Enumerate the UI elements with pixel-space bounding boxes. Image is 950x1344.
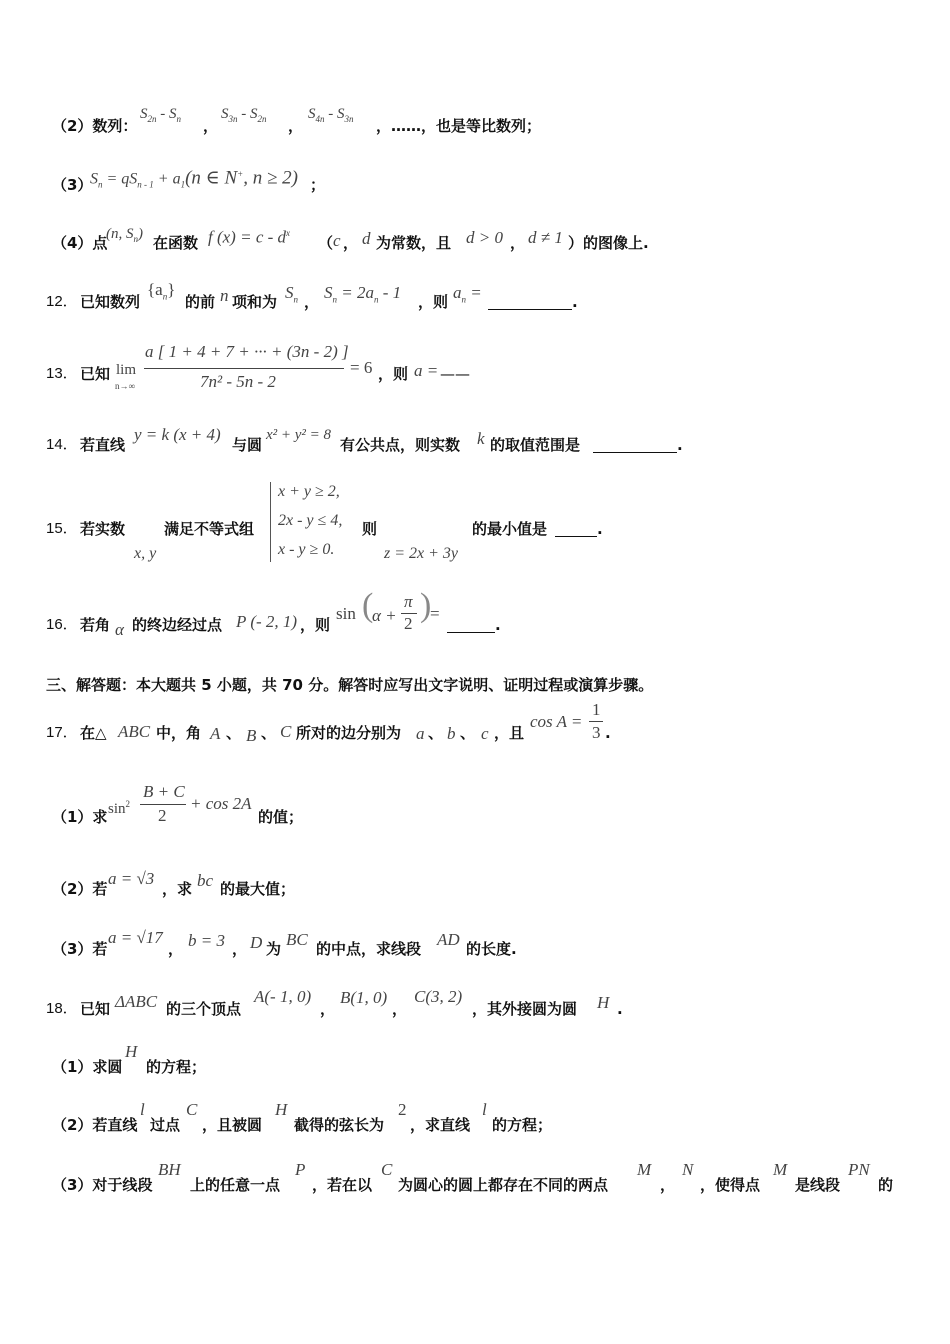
math-point-p: P (- 2, 1) (236, 612, 298, 631)
question-17-1 (0, 778, 950, 828)
semicolon: ； (310, 176, 326, 194)
math-function: f $(x) = c - d^x$ (208, 227, 291, 247)
text: 的三个顶点 (166, 1000, 242, 1018)
math-l: l (482, 1100, 487, 1119)
text: ， (392, 1000, 408, 1018)
line-11-2 (0, 100, 950, 140)
math-two: 2 (398, 1100, 407, 1119)
math-M: M (637, 1160, 652, 1179)
text: ，若在以 (312, 1176, 373, 1194)
text: 的长度. (466, 940, 517, 958)
text: 的方程； (146, 1058, 207, 1076)
question-13 (0, 336, 950, 396)
item-label: （4）点 (52, 234, 108, 252)
text: 若实数 (80, 520, 126, 538)
math-P: P (295, 1160, 306, 1179)
question-number: 14． (46, 436, 78, 453)
system-brace (270, 482, 275, 562)
text: ，求直线 (410, 1116, 471, 1134)
math-PN: PN (848, 1160, 870, 1179)
text: 的值； (258, 808, 304, 826)
text: 的最小值是 (472, 520, 548, 538)
text: 已知 (80, 365, 111, 383)
text: 、 (226, 724, 242, 742)
text: 的 (878, 1176, 894, 1194)
text: 截得的弦长为 (294, 1116, 385, 1134)
math-recurrence: $S_n = qS_{n - 1} + a_1(n$ ∈ N+, n ≥ 2) (90, 167, 299, 190)
text: ， (304, 293, 320, 311)
text: ， (660, 1176, 676, 1194)
text: 为 (266, 940, 282, 958)
math-s4n-s3n: $S_{4n} - S_{3n}$ (308, 106, 354, 124)
item-label: （1）求 (52, 808, 108, 826)
text: 若角 (80, 616, 111, 634)
text: 在△ (80, 724, 107, 742)
text: ，则 (300, 616, 331, 634)
text: ，其外接圆为圆 (472, 1000, 578, 1018)
text: ， (168, 940, 184, 958)
math-one: 1 (592, 700, 601, 719)
period: . (597, 520, 603, 538)
math-xy: x, y (134, 545, 157, 562)
math-a-eq: a = (414, 361, 439, 380)
question-number: 13． (46, 365, 78, 382)
math-plus-cos: + cos 2A (190, 794, 252, 813)
text: 的最大值； (220, 880, 296, 898)
text: 已知数列 (80, 293, 141, 311)
math-cos: cos A = (530, 712, 583, 731)
text: ，使得点 (700, 1176, 761, 1194)
math-denominator: 7n² - 5n - 2 (200, 372, 276, 391)
question-number: 12． (46, 293, 78, 310)
text: 上的任意一点 (190, 1176, 281, 1194)
item-label: （2）若直线 (52, 1116, 138, 1134)
math-lim-sub: n→∞ (115, 381, 135, 391)
math-c: c (333, 231, 341, 250)
answer-blank[interactable] (593, 436, 677, 453)
text: ，求 (162, 880, 193, 898)
math-z: z = 2x + 3y (384, 545, 459, 562)
math-lim: lim (116, 362, 137, 378)
section-title: 三、解答题：本大题共 5 小题，共 70 分。解答时应写出文字说明、证明过程或演算步骤。 (46, 676, 654, 694)
answer-blank[interactable] (447, 616, 495, 633)
math-abc: ABC (118, 722, 151, 741)
text: ，则 (378, 365, 409, 383)
math-b: b (447, 724, 456, 743)
constraint-2: 2x - y ≤ 4, (278, 512, 343, 529)
question-number: 18． (46, 1000, 78, 1017)
question-15 (0, 476, 950, 576)
question-16 (0, 587, 950, 640)
math-N: N (682, 1160, 694, 1179)
math-c: c (481, 724, 489, 743)
math-BH: BH (158, 1160, 181, 1179)
text: ， (232, 940, 248, 958)
question-18 (0, 984, 950, 1024)
text: 则 (362, 520, 378, 538)
math-numerator: a [ 1 + 4 + 7 + ··· + (3n - 2) ] (145, 342, 349, 361)
math-vertex-c: C(3, 2) (414, 987, 463, 1006)
answer-blank[interactable] (555, 520, 597, 537)
math-eq6: = 6 (350, 358, 373, 377)
math-BC: BC (286, 930, 308, 949)
line-11-4 (0, 222, 950, 262)
text: ）的图像上. (568, 234, 649, 252)
text: 为圆心的圆上都存在不同的两点 (398, 1176, 609, 1194)
paren-close: ) (420, 587, 432, 624)
text: 已知 (80, 1000, 111, 1018)
math-point: (n, $S_n$) (106, 226, 143, 244)
text: 、 (460, 724, 476, 742)
answer-blank[interactable] (488, 293, 572, 310)
comma: ， (288, 117, 304, 135)
text: 的前 (185, 293, 216, 311)
text: 是线段 (795, 1176, 841, 1194)
math-circle: x² + y² = 8 (266, 427, 332, 443)
math-sn: $S_n$ (285, 283, 298, 305)
text: 过点 (150, 1116, 181, 1134)
text: 有公共点，则实数 (340, 436, 461, 454)
text: （ (318, 234, 334, 252)
text: 在函数 (153, 234, 199, 252)
math-C: C (381, 1160, 393, 1179)
math-bc: bc (197, 871, 214, 890)
math-d: d (362, 229, 371, 248)
item-label: （1）求圆 (52, 1058, 123, 1076)
math-sin-sq: $\sin^2$ (108, 799, 131, 817)
math-n: n (220, 286, 229, 305)
text: ，且 (494, 724, 525, 742)
text: 的中点，求线段 (316, 940, 422, 958)
period: . (495, 616, 501, 634)
math-k: k (477, 429, 485, 448)
question-17-3 (0, 924, 950, 964)
math-vertex-b: B(1, 0) (340, 988, 388, 1007)
fraction-bar (144, 368, 344, 369)
question-14 (0, 420, 950, 460)
question-17-2 (0, 864, 950, 904)
paren-open: ( (362, 587, 374, 624)
question-17 (0, 700, 950, 750)
math-bc-num: B + C (143, 782, 185, 801)
math-A: A (210, 724, 221, 743)
question-number: 15． (46, 520, 78, 537)
question-number: 16． (46, 616, 78, 633)
text: 项和为 (232, 293, 278, 311)
fraction-bar (140, 804, 186, 805)
math-a: a (416, 724, 425, 743)
question-12 (0, 280, 950, 320)
text: 若直线 (80, 436, 126, 454)
math-H: H (125, 1042, 138, 1061)
constraint-3: x - y ≥ 0. (278, 541, 335, 558)
text: ， (510, 234, 526, 252)
math-D: D (250, 933, 263, 952)
question-number: 17． (46, 724, 78, 741)
comma: ， (203, 117, 219, 135)
period: . (617, 1000, 623, 1018)
math-AD: AD (437, 930, 460, 949)
math-sn-eq: $S_n = 2a_n - 1$ (324, 283, 402, 305)
text: ，则 (418, 293, 449, 311)
math-sequence: $\{a_n\}$ (147, 280, 176, 302)
math-C: C (186, 1100, 198, 1119)
item-label: （3）对于线段 (52, 1176, 153, 1194)
period: . (677, 436, 683, 454)
math-d-positive: d > 0 (466, 228, 503, 247)
math-eq: = (430, 604, 440, 623)
math-alpha: α (115, 620, 124, 639)
math-b-eq: b = 3 (188, 931, 225, 950)
text: ，且被圆 (202, 1116, 263, 1134)
math-an: $a_n$ = (453, 283, 482, 305)
math-a-sqrt3: a = √3 (108, 869, 155, 888)
math-s2n-sn: $S_{2n} - S_n$ (140, 106, 181, 124)
question-18-1 (0, 1042, 950, 1082)
math-C: C (280, 722, 292, 741)
text: 与圆 (232, 436, 263, 454)
constraint-1: x + y ≥ 2, (278, 483, 340, 500)
text: 的终边经过点 (132, 616, 223, 634)
text: 满足不等式组 (164, 520, 255, 538)
math-vertex-a: A(- 1, 0) (254, 987, 312, 1006)
text: 为常数，且 (376, 234, 452, 252)
text: 、 (261, 724, 277, 742)
math-H: H (275, 1100, 288, 1119)
text: 中，角 (156, 724, 202, 742)
item-label: （3） (52, 176, 93, 194)
math-H: H (597, 993, 610, 1012)
question-18-2 (0, 1100, 950, 1140)
item-label: （2）数列： (52, 117, 138, 135)
math-triangle: ΔABC (115, 992, 158, 1011)
period: . (572, 293, 578, 311)
math-B: B (246, 726, 257, 745)
text: ， (320, 1000, 336, 1018)
text: ， (343, 234, 359, 252)
math-s3n-s2n: $S_{3n} - S_{2n}$ (221, 106, 267, 124)
question-18-3 (0, 1160, 950, 1200)
math-alpha-plus: α + (372, 606, 397, 625)
math-M: M (773, 1160, 788, 1179)
line-tail: ，……，也是等比数列； (376, 117, 542, 135)
text: 、 (428, 724, 444, 742)
math-two: 2 (404, 614, 413, 633)
math-line: y = k (x + 4) (134, 425, 221, 444)
fraction-bar (589, 721, 603, 722)
answer-dash: —— (440, 365, 470, 383)
text: 的取值范围是 (490, 436, 581, 454)
math-two-den: 2 (158, 806, 167, 825)
math-pi: π (404, 592, 413, 611)
item-label: （2）若 (52, 880, 108, 898)
line-11-3 (0, 160, 950, 200)
math-l: l (140, 1100, 145, 1119)
math-a-sqrt17: a = √17 (108, 928, 163, 947)
text: 的方程； (492, 1116, 553, 1134)
item-label: （3）若 (52, 940, 108, 958)
math-d-not-one: d ≠ 1 (528, 228, 563, 247)
math-three: 3 (592, 723, 601, 742)
text: 所对的边分别为 (296, 724, 402, 742)
math-sin: sin (336, 604, 356, 623)
period: . (605, 724, 611, 742)
